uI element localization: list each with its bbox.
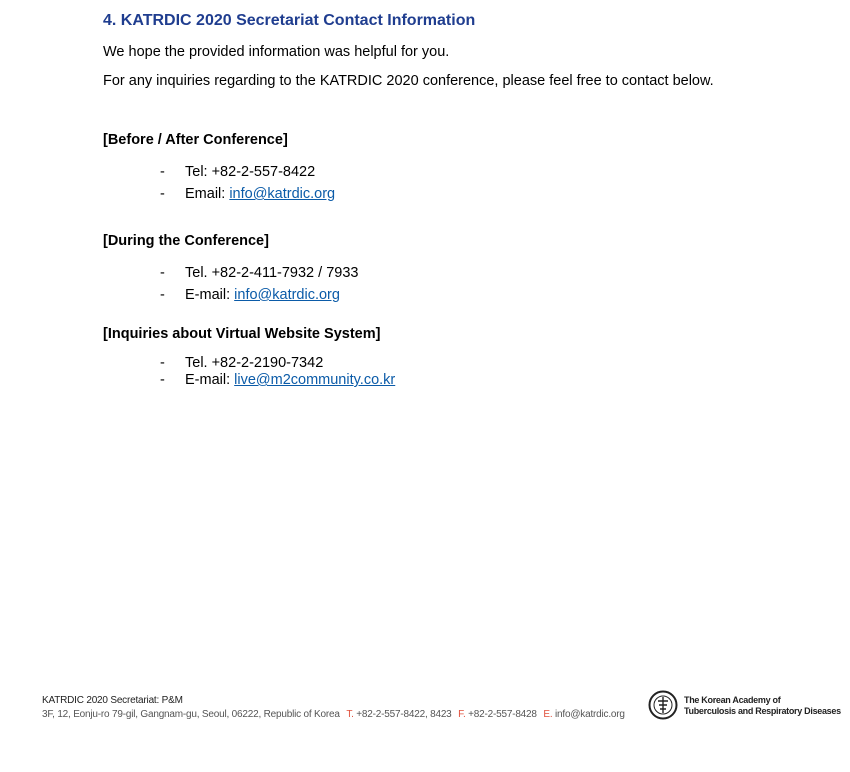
intro-line-1: We hope the provided information was helpful for you. <box>103 44 450 60</box>
list-item-tel-1 <box>160 164 315 180</box>
list-item-tel-2 <box>160 265 358 281</box>
page-heading: 4. KATRDIC 2020 Secretariat Contact Information <box>103 12 476 29</box>
footer-e-value: info@katrdic.org <box>555 709 625 720</box>
footer-address-line <box>42 709 625 720</box>
footer-secretariat: KATRDIC 2020 Secretariat: P&M <box>42 695 183 706</box>
email-label: Email: <box>185 186 226 202</box>
footer-f-value: +82-2-557-8428 <box>468 709 537 720</box>
email-link[interactable]: info@katrdic.org <box>229 186 336 202</box>
email-link[interactable]: info@katrdic.org <box>234 287 340 303</box>
footer-t-label: T. <box>346 709 354 720</box>
bullet-dash: - <box>160 355 165 371</box>
bullet-dash: - <box>160 164 165 180</box>
footer-f-label: F. <box>458 709 466 720</box>
footer-e-label: E. <box>543 709 553 720</box>
section-title-virtual: [Inquiries about Virtual Website System] <box>103 326 381 342</box>
email-label: E-mail: <box>185 287 231 303</box>
list-item-email-2 <box>160 287 340 303</box>
bullet-dash: - <box>160 287 165 303</box>
footer-contact <box>42 695 625 720</box>
section-title-before-after: [Before / After Conference] <box>103 132 288 148</box>
academy-name-line-1: The Korean Academy of <box>684 695 781 705</box>
footer-t-value: +82-2-557-8422, 8423 <box>356 709 452 720</box>
footer-address: 3F, 12, Eonju-ro 79-gil, Gangnam-gu, Seoul, 06222, Republic of Korea <box>42 709 340 720</box>
bullet-dash: - <box>160 186 165 202</box>
academy-name <box>684 695 841 717</box>
bullet-dash: - <box>160 265 165 281</box>
academy-name-line-2: Tuberculosis and Respiratory Diseases <box>684 706 841 716</box>
tel-text: Tel: +82-2-557-8422 <box>185 164 316 180</box>
list-item-email-1 <box>160 186 335 202</box>
intro-line-2: For any inquiries regarding to the KATRDIC 2020 conference, please feel free to contact below. <box>103 73 714 89</box>
tel-text: Tel. +82-2-411-7932 / 7933 <box>185 265 359 281</box>
email-label: E-mail: <box>185 372 231 388</box>
list-item-tel-3 <box>160 355 323 371</box>
list-item-email-3 <box>160 372 395 388</box>
email-link[interactable]: live@m2community.co.kr <box>234 372 396 388</box>
section-title-during: [During the Conference] <box>103 233 269 249</box>
bullet-dash: - <box>160 372 165 388</box>
tel-text: Tel. +82-2-2190-7342 <box>185 355 324 371</box>
academy-seal-icon <box>648 690 678 720</box>
